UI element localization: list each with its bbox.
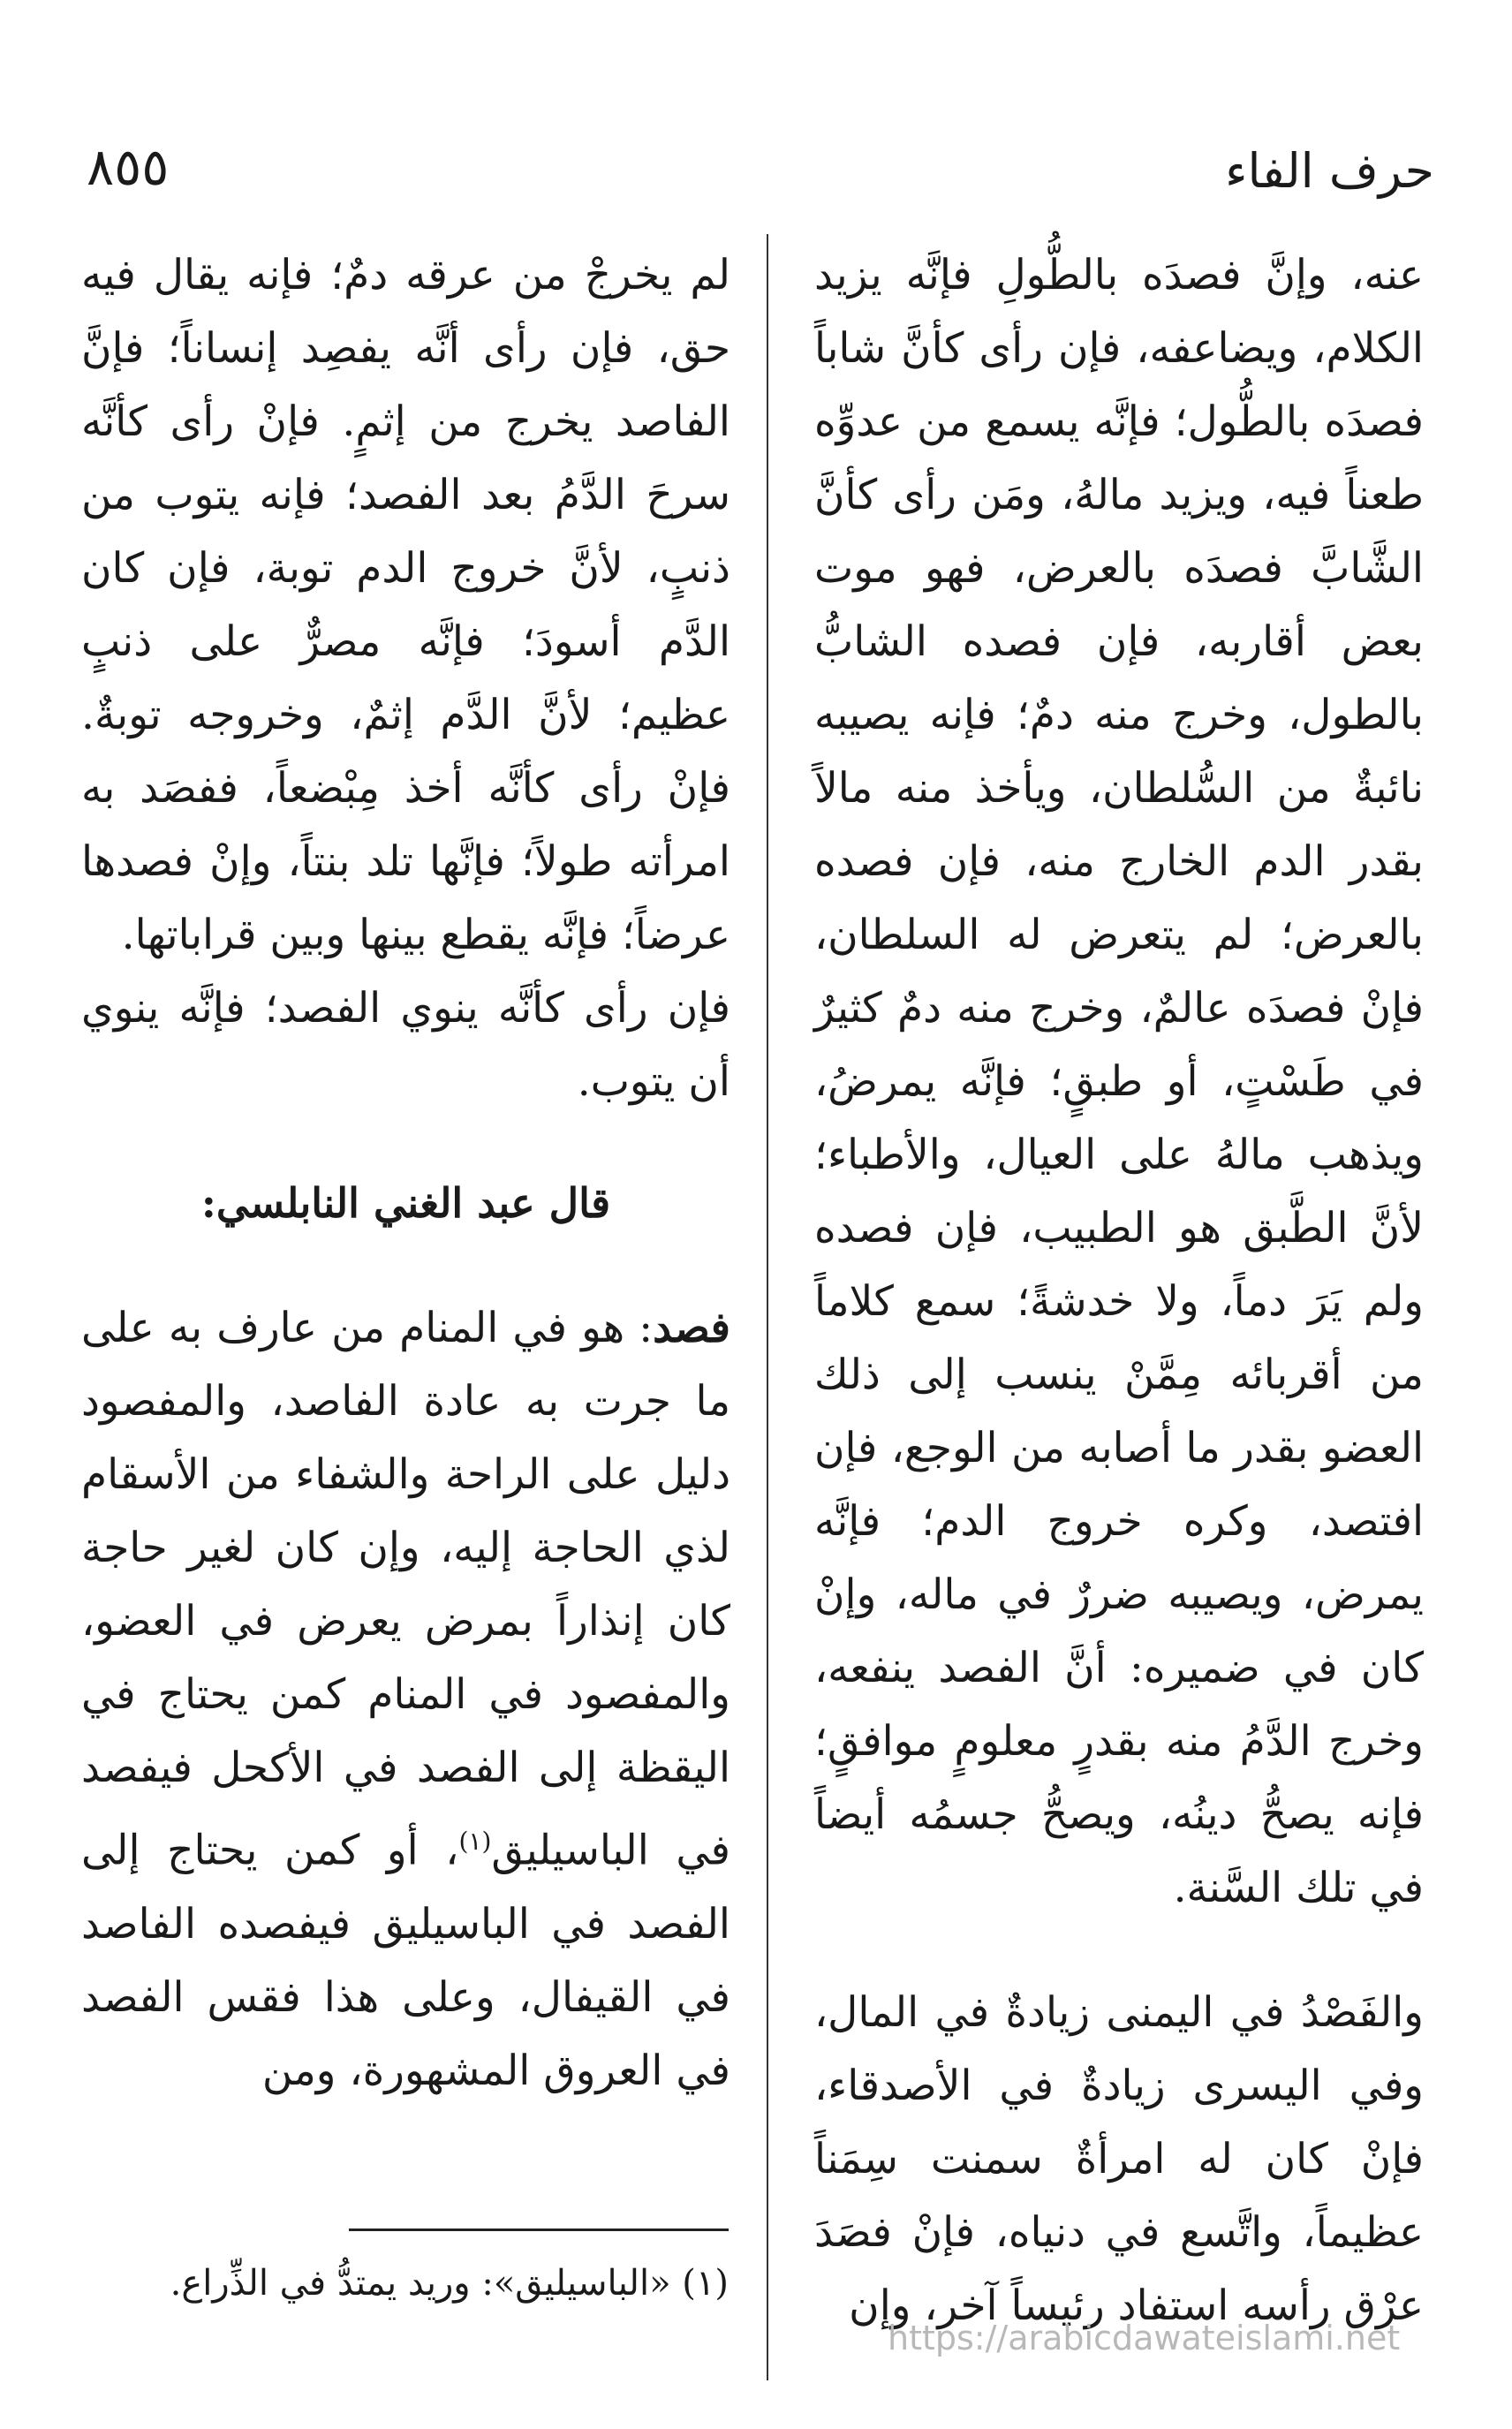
- entry-text: : هو في المنام من عارف به على ما جرت به عادة الفاصد، والمفصود دليل على الراحة والشفاء من الأسقام لذي الحاجة إليه، وإن كان لغير حاجة كان إنذاراً بمرض يعرض في العضو، والمفصود في المنام كمن يحتاج في اليقظة إلى الفصد في الأكحل فيفصد في الباسيليق: [81, 1304, 730, 1875]
- entry-paragraph: [81, 1291, 730, 2107]
- paragraph: فإن رأى كأنَّه ينوي الفصد؛ فإنَّه ينوي أن يتوب.: [81, 984, 730, 1106]
- watermark: https://arabicdawateislami.net: [888, 2319, 1401, 2357]
- paragraph: والفَصْدُ في اليمنى زيادةٌ في المال، وفي اليسرى زيادةٌ في الأصدقاء، فإنْ كان له امرأةٌ سمنت سِمَناً عظيماً، واتَّسع في دنياه، فإنْ فصَدَ عرْق رأسه استفاد رئيساً آخر، وإن: [814, 1988, 1424, 2330]
- footnote: (١) «الباسيليق»: وريد يمتدُّ في الذِّراع.: [170, 2263, 729, 2304]
- paragraph: عنه، وإنَّ فصدَه بالطُّولِ فإنَّه يزيد الكلام، ويضاعفه، فإن رأى كأنَّ شاباً فصدَه بالطُّول؛ فإنَّه يسمع من عدوِّه طعناً فيه، ويزيد مالهُ، ومَن رأى كأنَّ الشَّابَّ فصدَه بالعرض، فهو موت بعض أقاربه، فإن فصده الشابُّ بالطول، وخرج منه دمٌ؛ فإنه يصيبه نائبةٌ من السُّلطان، ويأخذ منه مالاً بقدر الدم الخارج منه، فإن فصده بالعرض؛ لم يتعرض له السلطان، فإنْ فصدَه عالمٌ، وخرج منه دمٌ كثيرٌ في طَسْتٍ، أو طبقٍ؛ فإنَّه يمرضُ، ويذهب مالهُ على العيال، والأطباء؛ لأنَّ الطَّبق هو الطبيب، فإن فصده ولم يَرَ دماً، ولا خدشةً؛ سمع كلاماً من أقربائه مِمَّنْ ينسب إلى ذلك العضو بقدر ما أصابه من الوجع، فإن افتصد، وكره خروج الدم؛ فإنَّه يمرض، ويصيبه ضررٌ في ماله، وإنْ كان في ضميره: أنَّ الفصد ينفعه، وخرج الدَّمُ منه بقدرٍ معلومٍ موافقٍ؛ فإنه يصحُّ دينُه، ويصحُّ جسمُه أيضاً في تلك السَّنة.: [814, 251, 1424, 1912]
- entry-text-continued: ، أو كمن يحتاج إلى الفصد في الباسيليق فيفصده الفاصد في القيفال، وعلى هذا فقس الفصد في العروق المشهورة، ومن: [81, 1826, 730, 2095]
- header-title: حرف الفاء: [1225, 143, 1434, 199]
- paragraph: لم يخرجْ من عرقه دمٌ؛ فإنه يقال فيه حق، فإن رأى أنَّه يفصِد إنساناً؛ فإنَّ الفاصد يخرج من إثمٍ. فإنْ رأى كأنَّه سرحَ الدَّمُ بعد الفصد؛ فإنه يتوب من ذنبٍ، لأنَّ خروج الدم توبة، فإن كان الدَّم أسودَ؛ فإنَّه مصرٌّ على ذنبٍ عظيم؛ لأنَّ الدَّم إثمٌ، وخروجه توبةٌ. فإنْ رأى كأنَّه أخذ مِبْضعاً، ففصَد به امرأته طولاً؛ فإنَّها تلد بنتاً، وإنْ فصدها عرضاً؛ فإنَّه يقطع بينها وبين قراباتها.: [81, 251, 730, 959]
- footnote-marker: (١): [458, 1827, 492, 1856]
- page-number: ٨٥٥: [87, 137, 170, 197]
- section-heading: قال عبد الغني النابلسي:: [200, 1179, 611, 1227]
- footnote-rule: [349, 2228, 729, 2231]
- left-column: [81, 238, 730, 2107]
- column-divider: [767, 234, 768, 2380]
- right-column: [814, 238, 1424, 2342]
- entry-term: فصد: [653, 1304, 730, 1352]
